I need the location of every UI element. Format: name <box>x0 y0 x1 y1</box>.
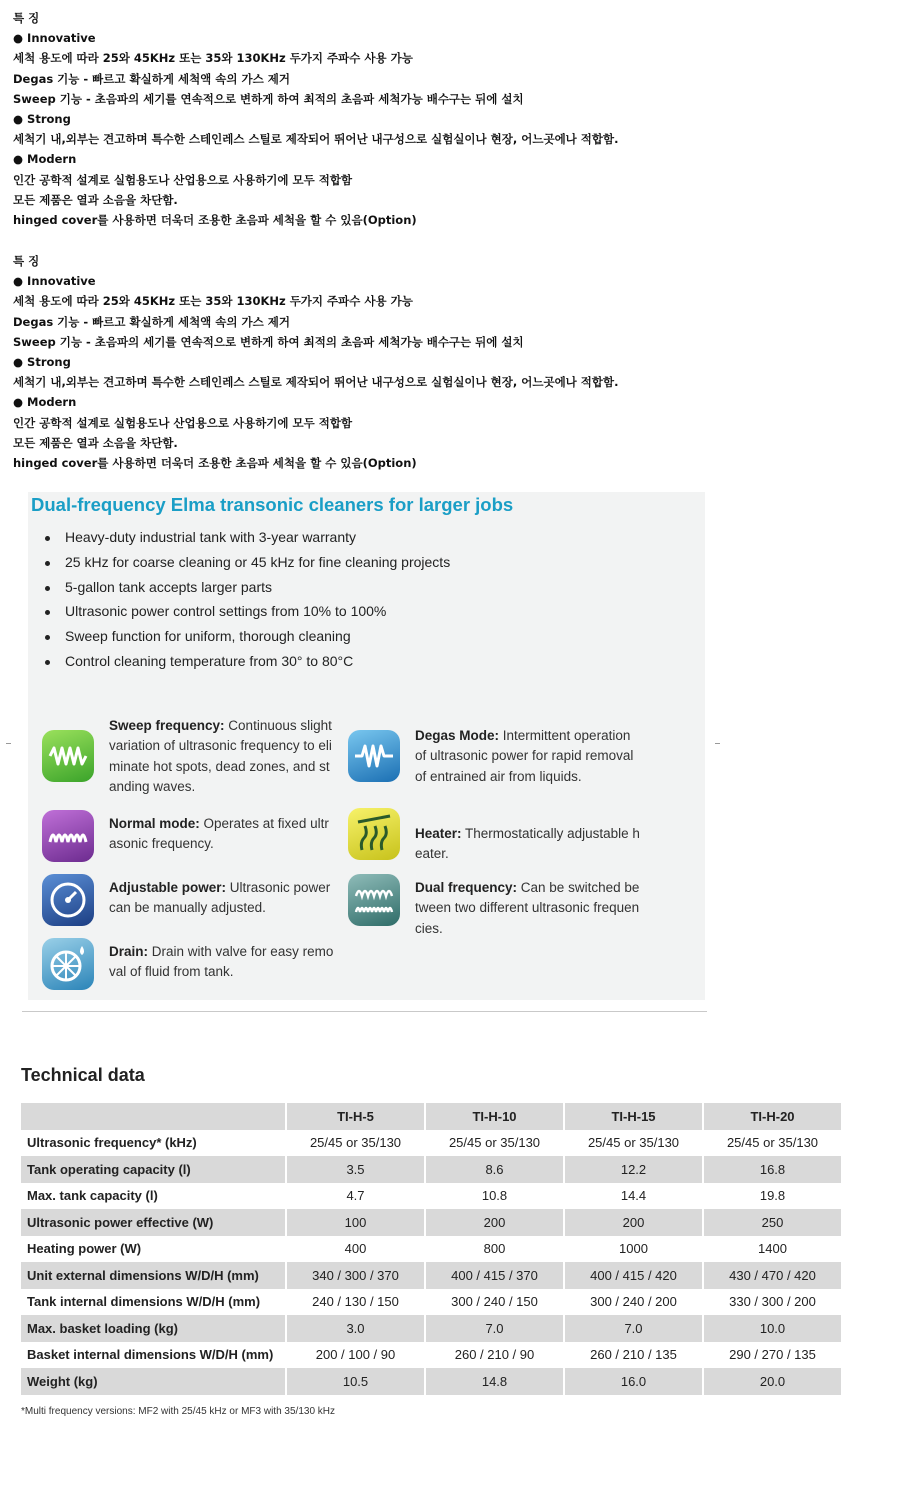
bullet-text: Ultrasonic power control settings from 10% to 100% <box>65 603 387 620</box>
table-header-model: TI-H-5 <box>286 1103 425 1130</box>
row-value: 240 / 130 / 150 <box>286 1289 425 1316</box>
row-value: 10.0 <box>703 1315 842 1342</box>
kr-line: Sweep 기능 - 초음파의 세기를 연속적으로 변하게 하여 최적의 초음파 세척가능 배수구는 뒤에 설치 <box>13 334 524 349</box>
kr-line: 세척기 내,외부는 견고하며 특수한 스테인레스 스틸로 제작되어 뛰어난 내구성으로 실험실이나 현장, 어느곳에나 적합함. <box>13 132 619 147</box>
feature-drain <box>42 942 342 986</box>
bullet-text: Control cleaning temperature from 30° to 80°C <box>65 652 354 669</box>
row-value: 800 <box>425 1236 564 1263</box>
feature-heater <box>348 824 648 862</box>
kr-line: Sweep 기능 - 초음파의 세기를 연속적으로 변하게 하여 최적의 초음파 세척가능 배수구는 뒤에 설치 <box>13 91 524 106</box>
feature-desc: Can be switched between two different ultrasonic frequencies. <box>415 880 640 936</box>
bullet-text: Heavy-duty industrial tank with 3-year warranty <box>65 529 357 545</box>
row-value: 25/45 or 35/130 <box>286 1130 425 1157</box>
row-value: 25/45 or 35/130 <box>703 1130 842 1157</box>
row-value: 260 / 210 / 135 <box>564 1342 703 1369</box>
row-value: 250 <box>703 1209 842 1236</box>
dual-frequency-icon <box>348 874 400 926</box>
kr-line: ● Innovative <box>13 31 96 46</box>
row-value: 200 <box>564 1209 703 1236</box>
row-value: 16.8 <box>703 1156 842 1183</box>
row-label: Max. tank capacity (l) <box>21 1183 286 1210</box>
row-value: 3.0 <box>286 1315 425 1342</box>
row-label: Tank operating capacity (l) <box>21 1156 286 1183</box>
bullet-item <box>42 599 450 624</box>
features-title: Dual-frequency Elma transonic cleaners for larger jobs <box>31 494 514 515</box>
feature-adjustable-power <box>42 878 342 922</box>
row-value: 330 / 300 / 200 <box>703 1289 842 1316</box>
row-value: 7.0 <box>564 1315 703 1342</box>
row-value: 19.8 <box>703 1183 842 1210</box>
table-row <box>21 1289 842 1316</box>
feature-title: Dual frequency: <box>415 880 518 895</box>
row-label: Heating power (W) <box>21 1236 286 1263</box>
feature-title: Normal mode: <box>109 816 200 831</box>
table-row <box>21 1209 842 1236</box>
kr-line: ● Modern <box>13 152 77 167</box>
features-panel <box>28 492 705 1000</box>
row-value: 25/45 or 35/130 <box>564 1130 703 1157</box>
row-value: 400 / 415 / 370 <box>425 1262 564 1289</box>
feature-title: Drain: <box>109 944 149 959</box>
kr-line: ● Strong <box>13 112 71 127</box>
kr-line: 모든 제품은 열과 소음을 차단함. <box>13 435 178 450</box>
left-tick-mark <box>6 743 11 744</box>
table-header-row <box>21 1103 842 1130</box>
row-value: 300 / 240 / 150 <box>425 1289 564 1316</box>
row-value: 1000 <box>564 1236 703 1263</box>
feature-desc: Drain with valve for easy removal of fluid from tank. <box>109 944 334 980</box>
kr-line: hinged cover를 사용하면 더욱더 조용한 초음파 세척을 할 수 있음(Option) <box>13 213 417 228</box>
row-value: 10.5 <box>286 1368 425 1395</box>
row-label: Basket internal dimensions W/D/H (mm) <box>21 1342 286 1369</box>
row-value: 25/45 or 35/130 <box>425 1130 564 1157</box>
bullet-text: Sweep function for uniform, thorough cleaning <box>65 628 351 645</box>
korean-features-block <box>13 251 619 473</box>
row-value: 10.8 <box>425 1183 564 1210</box>
right-tick-mark <box>715 743 720 744</box>
adjustable-power-icon <box>42 874 94 926</box>
table-row <box>21 1236 842 1263</box>
kr-line: ● Strong <box>13 355 71 370</box>
row-value: 290 / 270 / 135 <box>703 1342 842 1369</box>
row-label: Ultrasonic power effective (W) <box>21 1209 286 1236</box>
kr-line: 특 징 <box>13 11 40 25</box>
row-value: 1400 <box>703 1236 842 1263</box>
feature-title: Heater: <box>415 826 462 841</box>
feature-desc: Operates at fixed ultrasonic frequency. <box>109 816 329 852</box>
table-header-model: TI-H-10 <box>425 1103 564 1130</box>
drain-icon <box>42 938 94 990</box>
kr-line: 세척 용도에 따라 25와 45KHz 또는 35와 130KHz 두가지 주파수 사용 가능 <box>13 51 413 66</box>
table-header-model: TI-H-15 <box>564 1103 703 1130</box>
bullet-item <box>42 550 450 575</box>
row-value: 14.4 <box>564 1183 703 1210</box>
bullet-item <box>42 624 450 649</box>
table-row <box>21 1315 842 1342</box>
row-value: 3.5 <box>286 1156 425 1183</box>
row-value: 200 / 100 / 90 <box>286 1342 425 1369</box>
row-value: 16.0 <box>564 1368 703 1395</box>
row-value: 4.7 <box>286 1183 425 1210</box>
table-footnote: *Multi frequency versions: MF2 with 25/45 kHz or MF3 with 35/130 kHz <box>21 1406 336 1417</box>
bullet-text: 5-gallon tank accepts larger parts <box>65 578 272 595</box>
technical-data-title: Technical data <box>21 1065 145 1085</box>
kr-line: ● Innovative <box>13 274 96 289</box>
bullet-dot-icon <box>45 586 50 591</box>
bullet-item <box>42 525 450 550</box>
row-label: Max. basket loading (kg) <box>21 1315 286 1342</box>
feature-title: Adjustable power: <box>109 880 227 895</box>
row-value: 100 <box>286 1209 425 1236</box>
bullet-dot-icon <box>45 610 50 615</box>
bullet-item <box>42 649 450 674</box>
kr-line: 세척기 내,외부는 견고하며 특수한 스테인레스 스틸로 제작되어 뛰어난 내구성으로 실험실이나 현장, 어느곳에나 적합함. <box>13 375 619 390</box>
feature-desc: Thermostatically adjustable heater. <box>415 826 640 862</box>
row-value: 400 / 415 / 420 <box>564 1262 703 1289</box>
kr-line: 인간 공학적 설계로 실험용도나 산업용으로 사용하기에 모두 적합함 <box>13 415 353 430</box>
kr-line: 인간 공학적 설계로 실험용도나 산업용으로 사용하기에 모두 적합함 <box>13 172 353 187</box>
row-value: 340 / 300 / 370 <box>286 1262 425 1289</box>
bullet-dot-icon <box>45 536 50 541</box>
bullet-item <box>42 575 450 600</box>
table-row <box>21 1130 842 1157</box>
feature-desc: Ultrasonic power can be manually adjusted. <box>109 880 331 916</box>
row-label: Weight (kg) <box>21 1368 286 1395</box>
row-value: 8.6 <box>425 1156 564 1183</box>
table-header-empty <box>21 1103 286 1130</box>
feature-title: Degas Mode: <box>415 728 500 743</box>
kr-line: Degas 기능 - 빠르고 확실하게 세척액 속의 가스 제거 <box>13 71 290 86</box>
kr-line: Degas 기능 - 빠르고 확실하게 세척액 속의 가스 제거 <box>13 314 290 329</box>
bullet-dot-icon <box>45 635 50 640</box>
row-value: 200 <box>425 1209 564 1236</box>
feature-degas-mode <box>348 726 648 788</box>
feature-desc: Intermittent operation of ultrasonic power for rapid removal of entrained air from liquids. <box>415 728 634 784</box>
bullet-dot-icon <box>45 561 50 566</box>
row-value: 20.0 <box>703 1368 842 1395</box>
row-label: Ultrasonic frequency* (kHz) <box>21 1130 286 1157</box>
heater-icon <box>348 808 400 860</box>
table-row <box>21 1342 842 1369</box>
row-value: 12.2 <box>564 1156 703 1183</box>
row-value: 260 / 210 / 90 <box>425 1342 564 1369</box>
kr-line: ● Modern <box>13 395 77 410</box>
table-row <box>21 1183 842 1210</box>
row-value: 14.8 <box>425 1368 564 1395</box>
row-value: 400 <box>286 1236 425 1263</box>
kr-line: 세척 용도에 따라 25와 45KHz 또는 35와 130KHz 두가지 주파수 사용 가능 <box>13 294 413 309</box>
row-label: Tank internal dimensions W/D/H (mm) <box>21 1289 286 1316</box>
feature-title: Sweep frequency: <box>109 718 225 733</box>
bullet-text: 25 kHz for coarse cleaning or 45 kHz for fine cleaning projects <box>65 553 451 570</box>
feature-desc: Continuous slight variation of ultrasonic frequency to eliminate hot spots, dead zones, and standing waves. <box>109 718 332 794</box>
table-header-model: TI-H-20 <box>703 1103 842 1130</box>
section-divider <box>22 1011 707 1012</box>
feature-bullet-list <box>42 525 450 674</box>
row-label: Unit external dimensions W/D/H (mm) <box>21 1262 286 1289</box>
feature-dual-frequency <box>348 878 648 936</box>
table-row <box>21 1262 842 1289</box>
technical-data-table <box>21 1103 843 1395</box>
feature-sweep-frequency <box>42 716 342 798</box>
bullet-dot-icon <box>45 660 50 665</box>
kr-line: 모든 제품은 열과 소음을 차단함. <box>13 192 178 207</box>
feature-normal-mode <box>42 814 342 858</box>
row-value: 300 / 240 / 200 <box>564 1289 703 1316</box>
korean-features-block <box>13 8 619 230</box>
table-row <box>21 1368 842 1395</box>
row-value: 7.0 <box>425 1315 564 1342</box>
sweep-frequency-icon <box>42 730 94 782</box>
degas-mode-icon <box>348 730 400 782</box>
kr-line: hinged cover를 사용하면 더욱더 조용한 초음파 세척을 할 수 있음(Option) <box>13 456 417 471</box>
row-value: 430 / 470 / 420 <box>703 1262 842 1289</box>
normal-mode-icon <box>42 810 94 862</box>
kr-line: 특 징 <box>13 254 40 268</box>
table-row <box>21 1156 842 1183</box>
